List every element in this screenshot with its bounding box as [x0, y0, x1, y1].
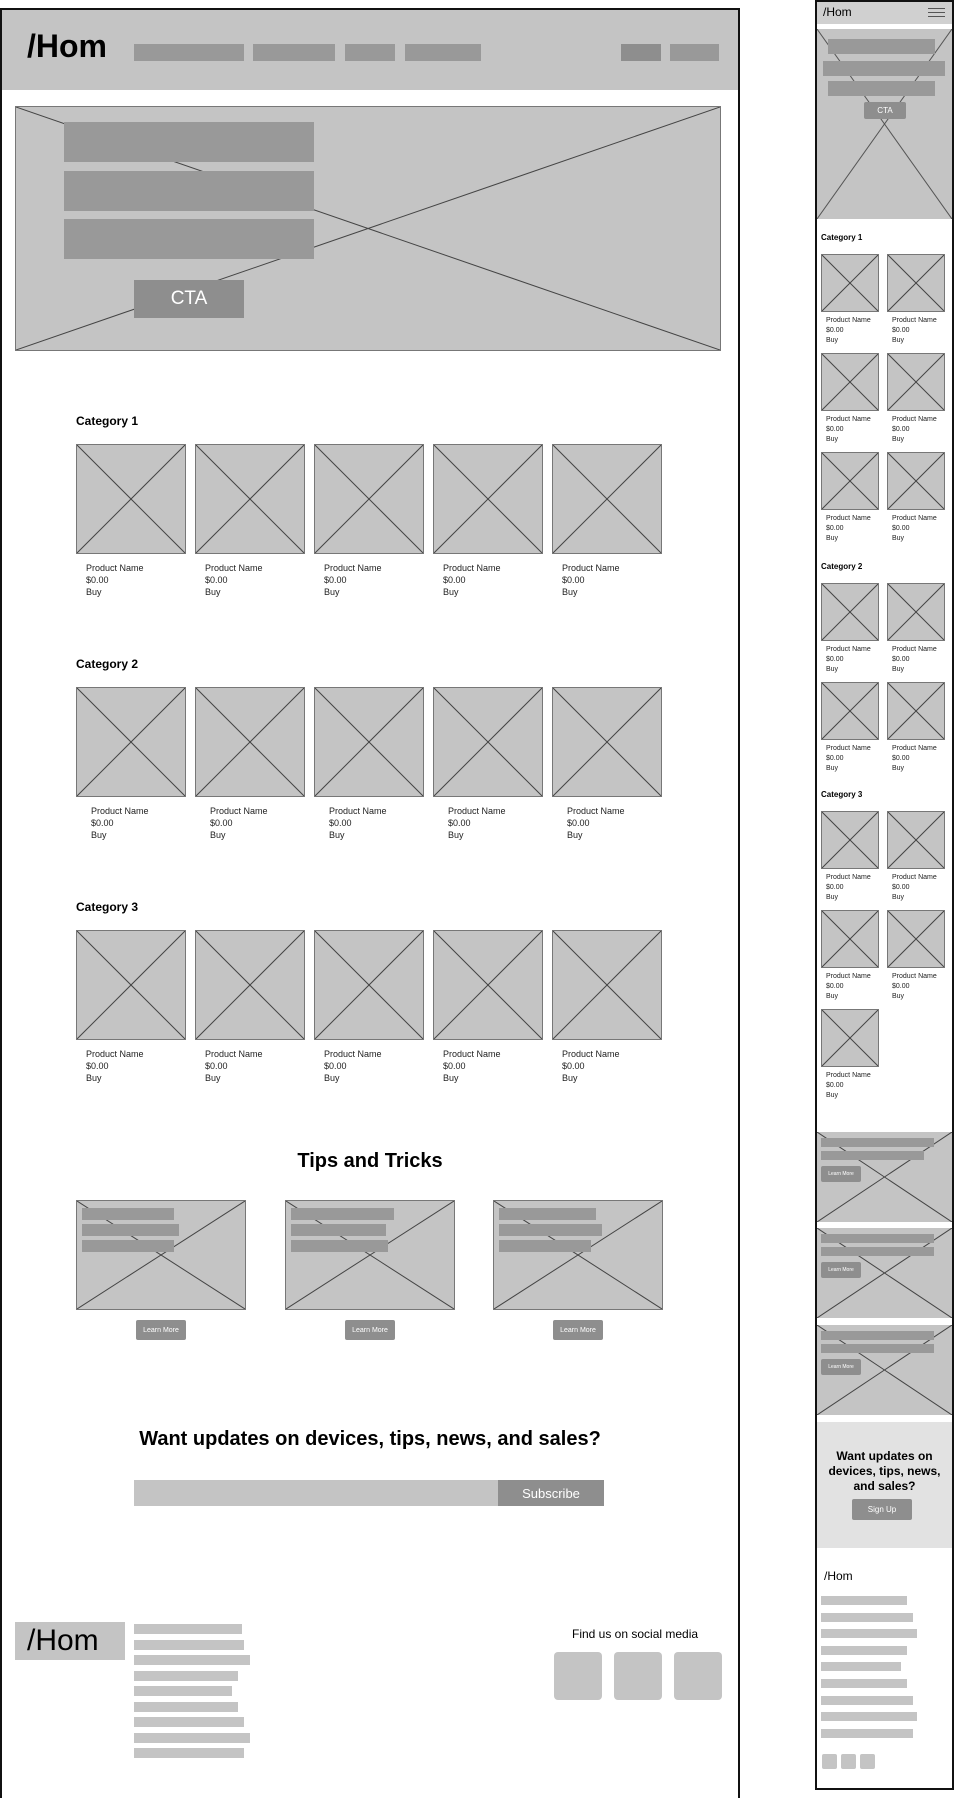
mobile-product-image[interactable] [821, 353, 879, 411]
product-name[interactable]: Product Name [91, 806, 149, 816]
mobile-product-image[interactable] [821, 682, 879, 740]
learn-more-button[interactable]: Learn More [136, 1320, 186, 1340]
buy-link[interactable]: Buy [562, 587, 578, 597]
mobile-hero-bar-3 [828, 81, 935, 96]
buy-link[interactable]: Buy [205, 1073, 221, 1083]
buy-link[interactable]: Buy [210, 830, 226, 840]
header-action-1[interactable] [621, 44, 661, 61]
mobile-newsletter-heading: Want updates on devices, tips, news, and sales? [828, 1449, 941, 1493]
mobile-product-price: $0.00 [826, 983, 844, 990]
product-image[interactable] [314, 444, 424, 554]
mobile-buy-link[interactable]: Buy [892, 535, 905, 542]
mobile-product-image[interactable] [821, 452, 879, 510]
product-name[interactable]: Product Name [86, 1049, 144, 1059]
mobile-footer-link[interactable] [821, 1696, 913, 1705]
product-image[interactable] [195, 687, 305, 797]
product-image[interactable] [76, 444, 186, 554]
product-name[interactable]: Product Name [443, 563, 501, 573]
product-name[interactable]: Product Name [448, 806, 506, 816]
mobile-product-price: $0.00 [892, 755, 910, 762]
mobile-tip-bar [821, 1331, 934, 1340]
mobile-footer-logo[interactable]: /Hom [824, 1569, 853, 1583]
subscribe-button[interactable]: Subscribe [498, 1480, 604, 1506]
nav-link-1[interactable] [134, 44, 244, 61]
product-image[interactable] [552, 930, 662, 1040]
mobile-learn-more-button[interactable]: Learn More [821, 1359, 861, 1375]
product-image[interactable] [76, 687, 186, 797]
product-price: $0.00 [562, 575, 585, 585]
mobile-hero-cta-button[interactable]: CTA [864, 102, 906, 119]
social-icon-1[interactable] [554, 1652, 602, 1700]
tip-card-bar [499, 1208, 596, 1220]
mobile-product-image[interactable] [821, 583, 879, 641]
mobile-product-price: $0.00 [826, 755, 844, 762]
mobile-footer-link[interactable] [821, 1662, 901, 1671]
buy-link[interactable]: Buy [91, 830, 107, 840]
mobile-buy-link[interactable]: Buy [826, 765, 839, 772]
mobile-buy-link[interactable]: Buy [826, 436, 839, 443]
product-price: $0.00 [448, 818, 471, 828]
footer-link[interactable] [134, 1624, 242, 1634]
mobile-social-icon-1[interactable] [822, 1754, 837, 1769]
footer-link[interactable] [134, 1748, 244, 1758]
tip-card-bar [82, 1240, 174, 1252]
buy-link[interactable]: Buy [443, 1073, 459, 1083]
product-price: $0.00 [205, 1061, 228, 1071]
product-price: $0.00 [91, 818, 114, 828]
mobile-product-price: $0.00 [892, 884, 910, 891]
tips-title: Tips and Tricks [297, 1150, 443, 1172]
footer-link[interactable] [134, 1702, 238, 1712]
mobile-product-image[interactable] [821, 811, 879, 869]
mobile-buy-link[interactable]: Buy [826, 337, 839, 344]
product-name[interactable]: Product Name [205, 563, 263, 573]
mobile-product-image[interactable] [887, 811, 945, 869]
mobile-buy-link[interactable]: Buy [892, 666, 905, 673]
mobile-product-name[interactable]: Product Name [826, 416, 871, 423]
mobile-product-price: $0.00 [826, 525, 844, 532]
mobile-product-image[interactable] [821, 254, 879, 312]
social-icon-2[interactable] [614, 1652, 662, 1700]
product-price: $0.00 [324, 1061, 347, 1071]
product-price: $0.00 [443, 1061, 466, 1071]
hero-headline-bar-1 [64, 122, 314, 162]
mobile-product-image[interactable] [887, 452, 945, 510]
mobile-hero-bar-1 [828, 39, 935, 54]
footer-link[interactable] [134, 1640, 244, 1650]
mobile-product-name[interactable]: Product Name [826, 317, 871, 324]
buy-link[interactable]: Buy [448, 830, 464, 840]
product-name[interactable]: Product Name [562, 1049, 620, 1059]
product-price: $0.00 [86, 575, 109, 585]
mobile-product-image[interactable] [887, 583, 945, 641]
newsletter-heading: Want updates on devices, tips, news, and sales? [139, 1428, 601, 1450]
product-image[interactable] [433, 687, 543, 797]
tip-card-bar [291, 1240, 388, 1252]
hero-headline-bar-2 [64, 171, 314, 211]
mobile-buy-link[interactable]: Buy [826, 666, 839, 673]
mobile-hero-bar-2 [823, 61, 945, 76]
footer-link[interactable] [134, 1733, 250, 1743]
product-image[interactable] [195, 930, 305, 1040]
mobile-tip-bar [821, 1247, 934, 1256]
product-name[interactable]: Product Name [205, 1049, 263, 1059]
mobile-footer-link[interactable] [821, 1629, 917, 1638]
buy-link[interactable]: Buy [324, 1073, 340, 1083]
mobile-product-price: $0.00 [826, 884, 844, 891]
footer-link[interactable] [134, 1686, 232, 1696]
tip-card-bar [499, 1224, 602, 1236]
mobile-product-name[interactable]: Product Name [826, 973, 871, 980]
mobile-tip-bar [821, 1151, 924, 1160]
nav-link-4[interactable] [405, 44, 481, 61]
product-image[interactable] [314, 930, 424, 1040]
product-name[interactable]: Product Name [210, 806, 268, 816]
mobile-header [817, 2, 952, 24]
tip-card-bar [82, 1208, 174, 1220]
product-name[interactable]: Product Name [443, 1049, 501, 1059]
nav-link-3[interactable] [345, 44, 395, 61]
mobile-product-image[interactable] [887, 254, 945, 312]
product-price: $0.00 [443, 575, 466, 585]
product-image[interactable] [433, 930, 543, 1040]
mobile-category-title: Category 3 [821, 790, 863, 799]
mobile-product-image[interactable] [887, 682, 945, 740]
category-title: Category 2 [76, 657, 139, 671]
mobile-product-price: $0.00 [892, 983, 910, 990]
nav-link-2[interactable] [253, 44, 335, 61]
desktop-header [2, 10, 738, 90]
mobile-product-name[interactable]: Product Name [826, 874, 871, 881]
mobile-product-name[interactable]: Product Name [826, 1072, 871, 1079]
mobile-learn-more-button[interactable]: Learn More [821, 1166, 861, 1182]
mobile-signup-button[interactable]: Sign Up [852, 1499, 912, 1520]
learn-more-button[interactable]: Learn More [553, 1320, 603, 1340]
product-image[interactable] [314, 687, 424, 797]
product-price: $0.00 [210, 818, 233, 828]
tip-card-bar [291, 1208, 394, 1220]
buy-link[interactable]: Buy [324, 587, 340, 597]
mobile-social-icon-3[interactable] [860, 1754, 875, 1769]
buy-link[interactable]: Buy [562, 1073, 578, 1083]
mobile-buy-link[interactable]: Buy [826, 894, 839, 901]
mobile-footer-link[interactable] [821, 1679, 907, 1688]
mobile-footer-link[interactable] [821, 1596, 907, 1605]
mobile-social-icon-2[interactable] [841, 1754, 856, 1769]
mobile-footer-link[interactable] [821, 1646, 907, 1655]
product-name[interactable]: Product Name [86, 563, 144, 573]
product-name[interactable]: Product Name [567, 806, 625, 816]
tip-card-bar [82, 1224, 179, 1236]
mobile-logo[interactable]: /Hom [823, 5, 852, 19]
footer-logo-text: /Hom [27, 1624, 99, 1657]
mobile-buy-link[interactable]: Buy [892, 436, 905, 443]
mobile-footer-link[interactable] [821, 1729, 913, 1738]
mobile-product-image[interactable] [821, 1009, 879, 1067]
product-price: $0.00 [567, 818, 590, 828]
mobile-buy-link[interactable]: Buy [826, 1092, 839, 1099]
mobile-product-image[interactable] [887, 353, 945, 411]
category-title: Category 3 [76, 900, 139, 914]
product-price: $0.00 [86, 1061, 109, 1071]
mobile-product-name[interactable]: Product Name [892, 317, 937, 324]
buy-link[interactable]: Buy [567, 830, 583, 840]
mobile-hero-image [817, 29, 952, 219]
product-name[interactable]: Product Name [562, 563, 620, 573]
product-name[interactable]: Product Name [324, 1049, 382, 1059]
learn-more-button[interactable]: Learn More [345, 1320, 395, 1340]
mobile-product-name[interactable]: Product Name [826, 646, 871, 653]
product-image[interactable] [76, 930, 186, 1040]
mobile-newsletter-section [817, 1422, 952, 1548]
mobile-product-name[interactable]: Product Name [892, 973, 937, 980]
product-image[interactable] [195, 444, 305, 554]
buy-link[interactable]: Buy [86, 587, 102, 597]
mobile-product-price: $0.00 [892, 426, 910, 433]
mobile-product-name[interactable]: Product Name [892, 874, 937, 881]
mobile-frame [815, 0, 954, 1790]
mobile-product-name[interactable]: Product Name [892, 646, 937, 653]
product-price: $0.00 [329, 818, 352, 828]
category-title: Category 1 [76, 414, 139, 428]
product-price: $0.00 [324, 575, 347, 585]
social-icon-3[interactable] [674, 1652, 722, 1700]
product-image[interactable] [552, 687, 662, 797]
product-image[interactable] [552, 444, 662, 554]
product-name[interactable]: Product Name [329, 806, 387, 816]
mobile-buy-link[interactable]: Buy [892, 894, 905, 901]
mobile-tip-bar [821, 1234, 934, 1243]
mobile-product-name[interactable]: Product Name [826, 745, 871, 752]
mobile-tip-bar [821, 1138, 934, 1147]
footer-link[interactable] [134, 1717, 244, 1727]
mobile-product-price: $0.00 [826, 327, 844, 334]
mobile-product-name[interactable]: Product Name [892, 515, 937, 522]
desktop-frame [0, 8, 740, 1798]
mobile-product-image[interactable] [887, 910, 945, 968]
mobile-footer-link[interactable] [821, 1613, 913, 1622]
hero-cta-button[interactable]: CTA [134, 280, 244, 318]
product-price: $0.00 [205, 575, 228, 585]
buy-link[interactable]: Buy [443, 587, 459, 597]
mobile-buy-link[interactable]: Buy [826, 535, 839, 542]
mobile-product-price: $0.00 [826, 1082, 844, 1089]
footer-logo[interactable] [15, 1622, 125, 1660]
product-image[interactable] [433, 444, 543, 554]
mobile-product-price: $0.00 [826, 656, 844, 663]
tip-card-bar [499, 1240, 591, 1252]
mobile-tip-bar [821, 1344, 934, 1353]
mobile-category-title: Category 2 [821, 562, 863, 571]
mobile-product-price: $0.00 [892, 656, 910, 663]
desktop-logo[interactable]: /Hom [27, 28, 107, 64]
mobile-product-image[interactable] [821, 910, 879, 968]
hero-headline-bar-3 [64, 219, 314, 259]
newsletter-email-input[interactable] [134, 1480, 499, 1506]
footer-link[interactable] [134, 1671, 238, 1681]
mobile-product-name[interactable]: Product Name [892, 416, 937, 423]
product-price: $0.00 [562, 1061, 585, 1071]
product-name[interactable]: Product Name [324, 563, 382, 573]
buy-link[interactable]: Buy [86, 1073, 102, 1083]
buy-link[interactable]: Buy [329, 830, 345, 840]
mobile-learn-more-button[interactable]: Learn More [821, 1262, 861, 1278]
mobile-buy-link[interactable]: Buy [892, 337, 905, 344]
mobile-buy-link[interactable]: Buy [826, 993, 839, 1000]
social-heading: Find us on social media [572, 1627, 699, 1641]
mobile-buy-link[interactable]: Buy [892, 993, 905, 1000]
mobile-buy-link[interactable]: Buy [892, 765, 905, 772]
mobile-product-price: $0.00 [826, 426, 844, 433]
buy-link[interactable]: Buy [205, 587, 221, 597]
mobile-footer-link[interactable] [821, 1712, 917, 1721]
mobile-product-price: $0.00 [892, 525, 910, 532]
hamburger-menu-icon[interactable] [928, 8, 945, 17]
footer-link[interactable] [134, 1655, 250, 1665]
mobile-category-title: Category 1 [821, 233, 863, 242]
mobile-product-price: $0.00 [892, 327, 910, 334]
tip-card-bar [291, 1224, 386, 1236]
mobile-product-name[interactable]: Product Name [826, 515, 871, 522]
mobile-product-name[interactable]: Product Name [892, 745, 937, 752]
header-action-2[interactable] [670, 44, 719, 61]
